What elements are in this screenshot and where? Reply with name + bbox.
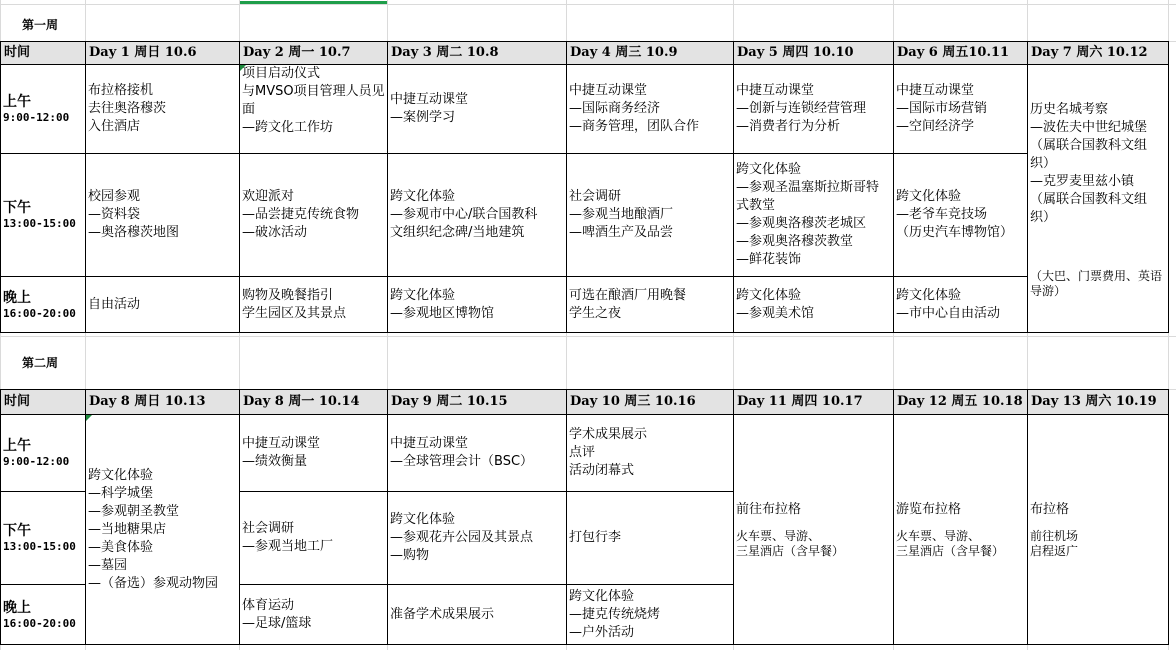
time-header[interactable] xyxy=(0,389,86,415)
day13-note: 前往机场 启程返广 xyxy=(1030,528,1079,558)
header-label: Day 9 周二 10.15 xyxy=(391,394,508,409)
activity-cell[interactable] xyxy=(239,276,388,333)
grid-row-line xyxy=(0,336,1176,337)
activity-cell[interactable] xyxy=(387,276,567,333)
header-label: Day 3 周二 10.8 xyxy=(391,45,499,60)
header-label: 时间 xyxy=(4,394,31,409)
activity-cell[interactable] xyxy=(733,64,894,154)
day12-title: 游览布拉格 xyxy=(896,501,962,517)
activity-text: 学术成果展示 点评 活动闭幕式 xyxy=(569,427,648,478)
header-label: Day 8 周日 10.13 xyxy=(89,394,206,409)
day-header[interactable] xyxy=(733,41,894,65)
header-label: Day 11 周四 10.17 xyxy=(737,394,863,409)
day-header[interactable] xyxy=(85,41,240,65)
activity-text: 跨文化体验 —市中心自由活动 xyxy=(896,287,1001,321)
day-header[interactable] xyxy=(387,389,567,415)
activity-text: 中捷互动课堂 —国际商务经济 —商务管理，团队合作 xyxy=(569,83,700,134)
time-slot[interactable] xyxy=(0,491,86,585)
slot-time: 9:00-12:00 xyxy=(3,455,70,468)
day-header[interactable] xyxy=(566,41,734,65)
day12-note: 火车票、导游、 三星酒店（含早餐） xyxy=(896,528,1005,558)
header-label: Day 2 周一 10.7 xyxy=(243,45,351,60)
slot-time: 13:00-15:00 xyxy=(3,540,76,553)
activity-cell[interactable] xyxy=(239,153,388,277)
activity-cell[interactable] xyxy=(387,414,567,492)
day8-activity: 跨文化体验 —科学城堡 —参观朝圣教堂 —当地糖果店 —美食体验 —墓园 —（备选）参观动物园 xyxy=(88,467,219,591)
day-header[interactable] xyxy=(893,389,1028,415)
time-slot[interactable] xyxy=(0,153,86,277)
day11-note: 火车票、导游、 三星酒店（含早餐） xyxy=(736,528,845,558)
slot-label: 上午 xyxy=(3,94,31,110)
header-label: 时间 xyxy=(4,45,31,60)
comment-marker[interactable] xyxy=(240,65,246,71)
activity-text: 跨文化体验 —参观圣温塞斯拉斯哥特 式教堂 —参观奥洛穆茨老城区 —参观奥洛穆茨教堂 —鲜花装饰 xyxy=(736,162,880,267)
time-slot[interactable] xyxy=(0,276,86,333)
activity-cell[interactable] xyxy=(566,584,734,645)
day-header[interactable] xyxy=(239,389,388,415)
activity-cell[interactable] xyxy=(733,153,894,277)
activity-text: 中捷互动课堂 —案例学习 xyxy=(390,92,469,125)
activity-cell[interactable] xyxy=(387,64,567,154)
day-header[interactable] xyxy=(1027,41,1169,65)
slot-time: 16:00-20:00 xyxy=(3,616,76,630)
header-label: Day 5 周四 10.10 xyxy=(737,45,854,60)
activity-cell[interactable] xyxy=(566,414,734,492)
activity-cell[interactable] xyxy=(733,276,894,333)
activity-text: 跨文化体验 —捷克传统烧烤 —户外活动 xyxy=(569,588,661,640)
activity-text: 校园参观 —资料袋 —奥洛穆茨地图 xyxy=(88,189,180,240)
slot-label: 下午 xyxy=(3,523,31,539)
activity-text: 布拉格接机 去往奥洛穆茨 入住酒店 xyxy=(88,83,167,134)
day7-merged-cell[interactable] xyxy=(1027,64,1169,333)
day-header[interactable] xyxy=(566,389,734,415)
activity-cell[interactable] xyxy=(387,491,567,585)
activity-text: 项目启动仪式 与MVSO项目管理人员见 面 —跨文化工作坊 xyxy=(242,66,385,135)
activity-text: 社会调研 —参观当地工厂 xyxy=(242,521,334,554)
selected-cell-indicator xyxy=(240,1,387,4)
activity-cell[interactable] xyxy=(566,276,734,333)
day7-note: （大巴、门票费用、英语 导游） xyxy=(1030,269,1163,298)
activity-text: 中捷互动课堂 —全球管理会计（BSC） xyxy=(390,436,534,469)
day-header[interactable] xyxy=(239,41,388,65)
activity-text: 跨文化体验 —参观市中心/联合国教科 文组织纪念碑/当地建筑 xyxy=(390,189,538,240)
activity-text: 自由活动 xyxy=(88,296,141,312)
activity-text: 打包行李 xyxy=(569,530,622,545)
day13-title: 布拉格 xyxy=(1030,501,1070,517)
activity-text: 欢迎派对 —品尝捷克传统食物 —破冰活动 xyxy=(242,189,360,240)
activity-cell[interactable] xyxy=(85,153,240,277)
activity-cell[interactable] xyxy=(893,64,1028,154)
time-header[interactable] xyxy=(0,41,86,65)
activity-cell[interactable] xyxy=(239,491,388,585)
activity-text: 跨文化体验 —参观美术馆 xyxy=(736,287,815,321)
day11-title: 前往布拉格 xyxy=(736,501,802,517)
activity-cell[interactable] xyxy=(239,584,388,645)
activity-cell[interactable] xyxy=(566,64,734,154)
day-header[interactable] xyxy=(85,389,240,415)
header-label: Day 4 周三 10.9 xyxy=(570,45,678,60)
week2-title: 第二周 xyxy=(22,356,59,370)
slot-label: 晚上 xyxy=(3,599,31,616)
activity-cell[interactable] xyxy=(566,491,734,585)
header-label: Day 13 周六 10.19 xyxy=(1031,394,1157,409)
activity-text: 中捷互动课堂 —国际市场营销 —空间经济学 xyxy=(896,83,988,134)
activity-text: 可选在酿酒厂用晚餐 学生之夜 xyxy=(569,287,687,321)
header-label: Day 1 周日 10.6 xyxy=(89,45,197,60)
activity-cell[interactable] xyxy=(239,64,388,154)
comment-marker[interactable] xyxy=(86,415,92,421)
header-label: Day 10 周三 10.16 xyxy=(570,394,696,409)
day-header[interactable] xyxy=(387,41,567,65)
grid-row-line xyxy=(0,4,1176,5)
time-slot[interactable] xyxy=(0,414,86,492)
header-label: Day 6 周五10.11 xyxy=(897,45,1010,60)
activity-cell[interactable] xyxy=(893,153,1028,277)
activity-text: 中捷互动课堂 —绩效衡量 xyxy=(242,436,321,469)
day8-merged-cell[interactable] xyxy=(85,414,240,645)
activity-text: 社会调研 —参观当地酿酒厂 —啤酒生产及品尝 xyxy=(569,189,674,240)
day12-merged-cell[interactable] xyxy=(893,414,1028,645)
activity-cell[interactable] xyxy=(566,153,734,277)
header-label: Day 8 周一 10.14 xyxy=(243,394,360,409)
day13-merged-cell[interactable] xyxy=(1027,414,1169,645)
activity-cell[interactable] xyxy=(239,414,388,492)
week1-title: 第一周 xyxy=(22,18,59,32)
header-label: Day 7 周六 10.12 xyxy=(1031,45,1148,60)
activity-text: 跨文化体验 —老爷车竞技场 （历史汽车博物馆） xyxy=(896,189,1014,240)
activity-text: 购物及晚餐指引 学生园区及其景点 xyxy=(242,287,347,321)
slot-label: 上午 xyxy=(3,438,31,454)
activity-cell[interactable] xyxy=(85,276,240,333)
day-header[interactable] xyxy=(1027,389,1169,415)
day-header[interactable] xyxy=(893,41,1028,65)
activity-text: 体育运动 —足球/篮球 xyxy=(242,597,312,631)
time-slot[interactable] xyxy=(0,64,86,154)
activity-cell[interactable] xyxy=(387,584,567,645)
activity-text: 准备学术成果展示 xyxy=(390,606,495,622)
slot-time: 13:00-15:00 xyxy=(3,217,76,230)
activity-text: 跨文化体验 —参观花卉公园及其景点 —购物 xyxy=(390,512,534,563)
time-slot[interactable] xyxy=(0,584,86,645)
activity-cell[interactable] xyxy=(387,153,567,277)
slot-label: 下午 xyxy=(3,200,31,216)
header-label: Day 12 周五 10.18 xyxy=(897,394,1023,409)
slot-time: 9:00-12:00 xyxy=(3,111,70,124)
day11-merged-cell[interactable] xyxy=(733,414,894,645)
activity-cell[interactable] xyxy=(893,276,1028,333)
slot-label: 晚上 xyxy=(3,289,31,306)
activity-text: 跨文化体验 —参观地区博物馆 xyxy=(390,287,495,321)
day7-activity: 历史名城考察 —波佐夫中世纪城堡 （属联合国教科文组 织） —克罗麦里兹小镇 （属联合国教科文组 织） xyxy=(1030,102,1148,225)
day-header[interactable] xyxy=(733,389,894,415)
activity-text: 中捷互动课堂 —创新与连锁经营管理 —消费者行为分析 xyxy=(736,83,867,134)
activity-cell[interactable] xyxy=(85,64,240,154)
slot-time: 16:00-20:00 xyxy=(3,306,76,320)
